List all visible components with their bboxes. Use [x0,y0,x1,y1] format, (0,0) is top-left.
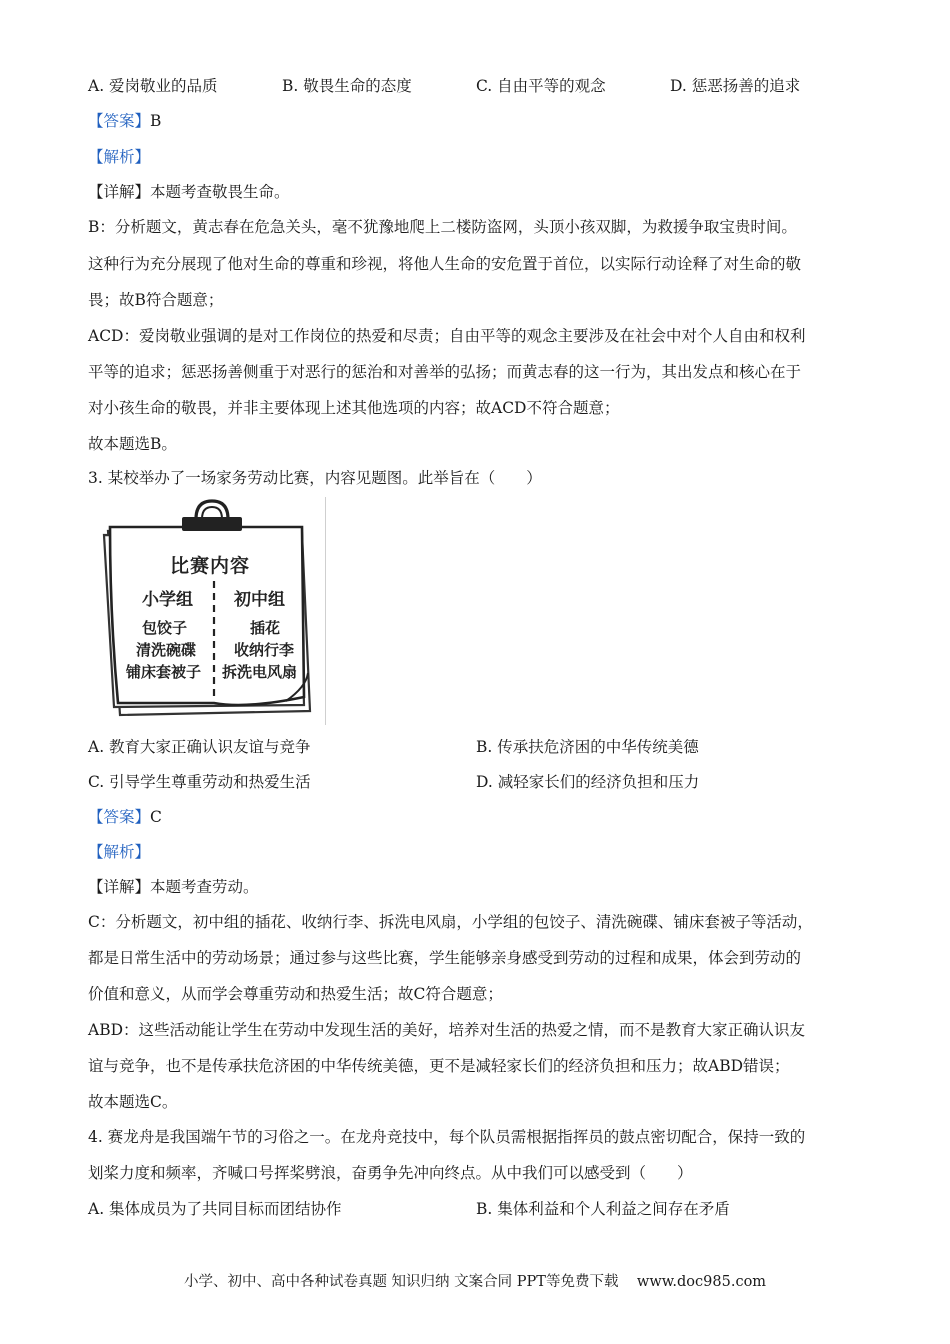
page-footer [0,1270,950,1291]
q3-detail [88,877,259,897]
q3-option-a: A. 教育大家正确认识友谊与竞争 [88,738,311,756]
q3-answer [88,807,162,827]
q3-stem: 3. 某校举办了一场家务劳动比赛，内容见题图。此举旨在（ ） [88,469,542,487]
q2-detail [88,182,290,202]
q3-line-2: 都是日常生活中的劳动场景；通过参与这些比赛，学生能够亲身感受到劳动的过程和成果，体会到劳动的 [88,949,802,967]
q2-option-d: D. 惩恶扬善的追求 [670,77,801,95]
figure-title: 比赛内容 [170,555,251,577]
q3-option-b: B. 传承扶危济困的中华传统美德 [476,738,699,756]
q3-analysis-tag: 【解析】 [88,843,151,861]
q4-option-b: B. 集体利益和个人利益之间存在矛盾 [476,1200,730,1218]
q3-option-d: D. 减轻家长们的经济负担和压力 [476,773,700,791]
figure-col2-item-2: 收纳行李 [234,641,295,659]
clipboard-paper-drawing [96,497,326,725]
q2-line-1: B：分析题文，黄志春在危急关头，毫不犹豫地爬上二楼防盗网，头顶小孩双脚，为救援争取宝贵时间。 [88,218,797,236]
q2-option-c: C. 自由平等的观念 [476,77,606,95]
q3-line-1: C：分析题文，初中组的插花、收纳行李、拆洗电风扇，小学组的包饺子、清洗碗碟、铺床套被子等活动， [88,913,813,931]
figure-col1-header: 小学组 [142,590,193,610]
figure-col2-header: 初中组 [234,590,285,610]
footer-text: 小学、初中、高中各种试卷真题 知识归纳 文案合同 PPT等免费下载 [183,1274,619,1290]
figure-col1-item-1: 包饺子 [142,619,188,637]
q3-line-6: 故本题选C。 [88,1093,178,1111]
q2-line-5: 平等的追求；惩恶扬善侧重于对恶行的惩治和对善举的弘扬；而黄志春的这一行为，其出发点和核心在于 [88,363,802,381]
figure-col1-item-3: 铺床套被子 [126,663,202,681]
q2-option-a: A. 爱岗敬业的品质 [88,77,218,95]
q4-option-a: A. 集体成员为了共同目标而团结协作 [88,1200,342,1218]
figure-edge [325,497,326,725]
q3-detail-label: 【详解】 [88,878,151,896]
q3-line-4: ABD：这些活动能让学生在劳动中发现生活的美好，培养对生活的热爱之情，而不是教育大家正确认识友 [88,1021,806,1039]
competition-content-figure [96,497,326,725]
q2-answer [88,111,161,131]
q2-option-b: B. 敬畏生命的态度 [282,77,412,95]
q2-line-6: 对小孩生命的敬畏，并非主要体现上述其他选项的内容；故ACD不符合题意； [88,399,620,417]
figure-col2-item-1: 插花 [250,619,281,637]
q3-line-3: 价值和意义，从而学会尊重劳动和热爱生活；故C符合题意； [88,985,503,1003]
q3-line-5: 谊与竞争，也不是传承扶危济困的中华传统美德，更不是减轻家长们的经济负担和压力；故ABD错误； [88,1057,790,1075]
q2-line-3: 畏；故B符合题意； [88,291,224,309]
q4-stem-line-2: 划桨力度和频率，齐喊口号挥桨劈浪，奋勇争先冲向终点。从中我们可以感受到（ ） [88,1164,693,1182]
q4-stem-line-1: 4. 赛龙舟是我国端午节的习俗之一。在龙舟竞技中，每个队员需根据指挥员的鼓点密切配合，保持一致的 [88,1128,806,1146]
q2-answer-value: B [150,112,162,130]
q3-answer-tag: 【答案】 [88,808,151,826]
q3-option-c: C. 引导学生尊重劳动和热爱生活 [88,773,311,791]
q2-detail-label: 【详解】 [88,183,151,201]
figure-col1-item-2: 清洗碗碟 [136,641,197,659]
q3-answer-value: C [150,808,162,826]
q2-answer-tag: 【答案】 [88,112,151,130]
q2-analysis-tag: 【解析】 [88,148,151,166]
q3-detail-text: 本题考查劳动。 [150,878,259,896]
q2-line-2: 这种行为充分展现了他对生命的尊重和珍视，将他人生命的安危置于首位，以实际行动诠释了对生命的敬 [88,255,802,273]
footer-url-link[interactable]: www.doc985.com [636,1274,767,1290]
q2-line-7: 故本题选B。 [88,435,177,453]
figure-col2-item-3: 拆洗电风扇 [222,663,298,681]
q2-line-4: ACD：爱岗敬业强调的是对工作岗位的热爱和尽责；自由平等的观念主要涉及在社会中对个人自由和权利 [88,327,806,345]
q2-detail-text: 本题考查敬畏生命。 [150,183,290,201]
